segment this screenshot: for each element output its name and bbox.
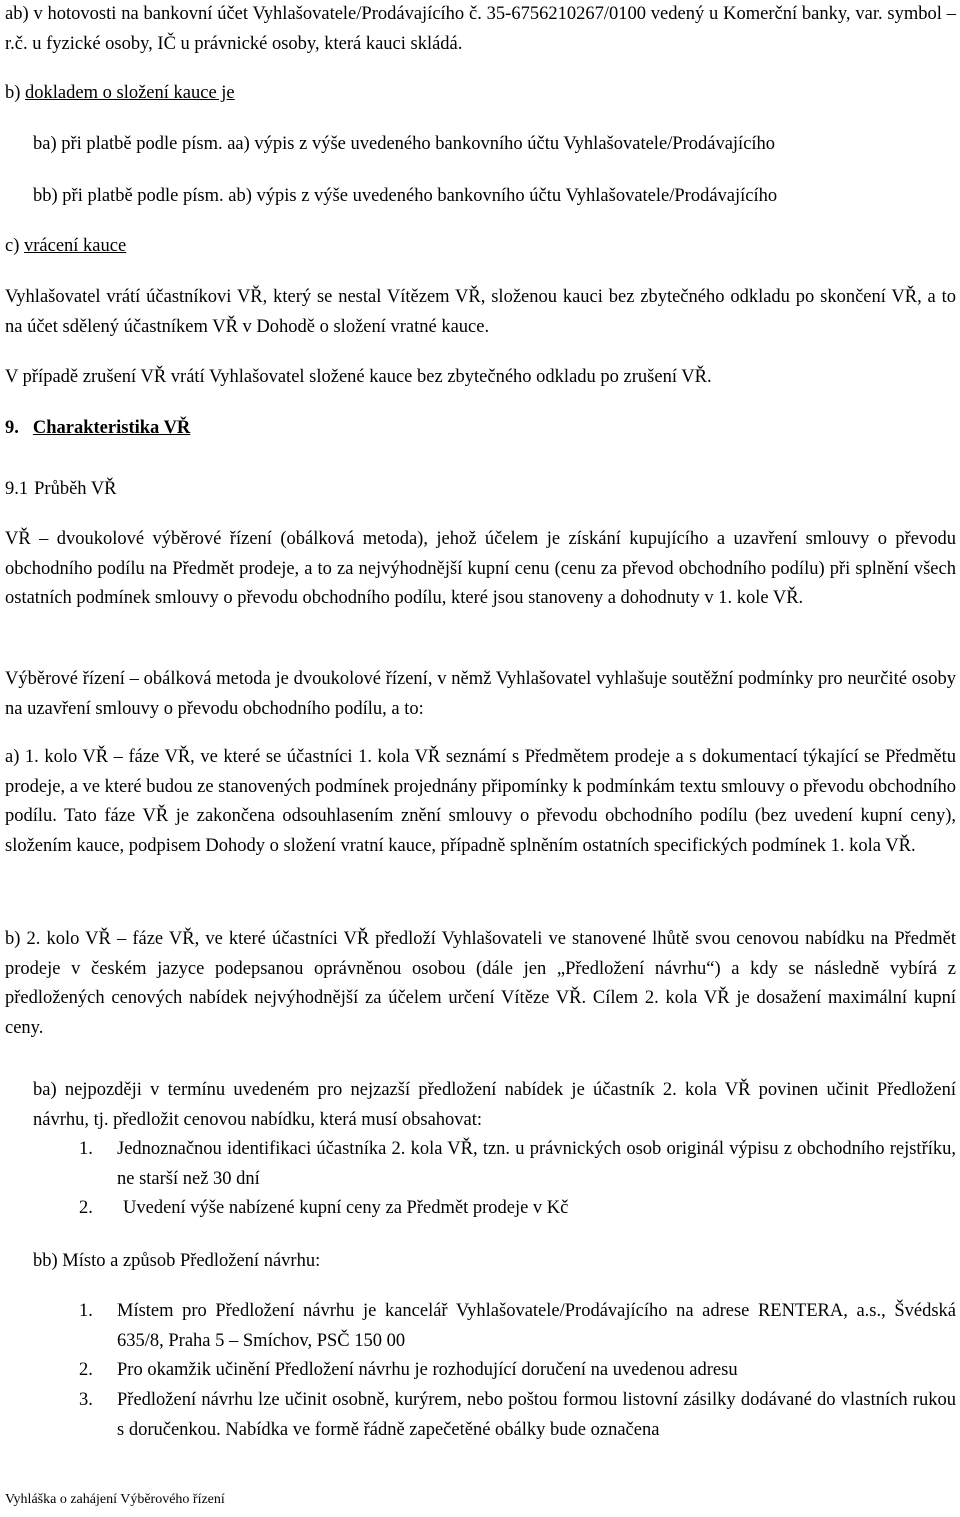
list-item-text: Místem pro Předložení návrhu je kancelář Vyhlašovatele/Prodávajícího na adrese RENTERA, a.s., Švédská 635/8, Praha 5 – Smíchov, PSČ 150 00 (117, 1301, 956, 1351)
section-number: 9. (5, 418, 19, 438)
paragraph-method: Výběrové řízení – obálková metoda je dvoukolové řízení, v němž Vyhlašovatel vyhlašuje soutěžní podmínky pro neurčité osoby na uzavření smlouvy o převodu obchodního podílu, a to: (5, 669, 956, 719)
paragraph-cancel: V případě zrušení VŘ vrátí Vyhlašovatel složené kauce bez zbytečného odkladu po zrušení VŘ. (5, 367, 712, 387)
subsection-title: Průběh VŘ (34, 479, 117, 499)
section-heading (5, 414, 190, 444)
list-item-text: Pro okamžik učinění Předložení návrhu je rozhodující doručení na uvedenou adresu (117, 1360, 738, 1380)
list-item-number: 1. (79, 1139, 93, 1159)
item-b-text: dokladem o složení kauce je (25, 83, 235, 103)
item-round-1: a) 1. kolo VŘ – fáze VŘ, ve které se účastníci 1. kola VŘ seznámí s Předmětem prodeje a s dokumentací týkající se Předmětu prodeje, a ve které budou ze stanovených podmínek projednány připomínky k podmínkám textu smlouvy o převodu obchodního podílu. Tato fáze VŘ je zakončena odsouhlasením znění smlouvy o převodu obchodního podílu (bez uvedení kupní ceny), složením kauce, podpisem Dohody o složení vratní kauce, případně splněním ostatních specifických podmínek 1. kola VŘ. (5, 747, 957, 856)
page-footer: Vyhláška o zahájení Výběrového řízení (5, 1492, 225, 1507)
section-title: Charakteristika VŘ (32, 418, 191, 438)
list-item-text: Předložení návrhu lze učinit osobně, kurýrem, nebo poštou formou listovní zásilky dodávané do vlastních rukou s doručenkou. Nabídka ve formě řádně zapečetěné obálky bude označena (117, 1390, 956, 1440)
list-item-text: Jednoznačnou identifikaci účastníka 2. kola VŘ, tzn. u právnických osob originál výpisu z obchodního rejstříku, ne starší než 30 dní (117, 1139, 956, 1189)
item-b-prefix: b) (5, 83, 26, 103)
list-item-number: 2. (79, 1198, 93, 1218)
item-bb: bb) při platbě podle písm. ab) výpis z výše uvedeného bankovního účtu Vyhlašovatele/Prodávajícího (33, 186, 778, 206)
item-round-2: b) 2. kolo VŘ – fáze VŘ, ve které účastníci VŘ předloží Vyhlašovateli ve stanovené lhůtě svou cenovou nabídku na Předmět prodeje v českém jazyce podepsanou oprávněnou osobou (dále jen „Předložení návrhu“) a kdy se následně vybírá z předložených cenových nabídek nejvýhodnější za účelem určení Vítěze VŘ. Cílem 2. kola VŘ je dosažení maximální kupní ceny. (5, 929, 956, 1038)
item-c-prefix: c) (5, 236, 24, 256)
list-item-number: 2. (79, 1360, 93, 1380)
paragraph-return: Vyhlašovatel vrátí účastníkovi VŘ, který se nestal Vítězem VŘ, složenou kauci bez zbytečného odkladu po skončení VŘ, a to na účet sdělený účastníkem VŘ v Dohodě o složení vratné kauce. (5, 287, 956, 337)
item-bb-place: bb) Místo a způsob Předložení návrhu: (33, 1251, 321, 1271)
paragraph-payment-cash: ab) v hotovosti na bankovní účet Vyhlašovatele/Prodávajícího č. 35-6756210267/0100 vedený u Komerční banky, var. symbol – r.č. u fyzické osoby, IČ u právnické osoby, která kauci skládá. (5, 4, 956, 54)
item-ba-requirements: ba) nejpozději v termínu uvedeném pro nejzazší předložení nabídek je účastník 2. kola VŘ povinen učinit Předložení návrhu, tj. předložit cenovou nabídku, která musí obsahovat: (33, 1080, 956, 1130)
subsection-number: 9.1 (5, 479, 29, 499)
list-item-number: 1. (79, 1301, 93, 1321)
paragraph-definition: VŘ – dvoukolové výběrové řízení (obálková metoda), jehož účelem je získání kupujícího a uzavření smlouvy o převodu obchodního podílu na Předmět prodeje, a to za nejvýhodnější kupní cenu (cenu za převod obchodního podílu) při splnění všech ostatních podmínek smlouvy o převodu obchodního podílu, které jsou stanoveny a dohodnuty v 1. kole VŘ. (5, 529, 956, 608)
list-item-number: 3. (79, 1390, 93, 1410)
item-c-text: vrácení kauce (24, 236, 127, 256)
item-ba: ba) při platbě podle písm. aa) výpis z výše uvedeného bankovního účtu Vyhlašovatele/Prodávajícího (33, 134, 776, 154)
subsection-heading (5, 475, 117, 505)
list-item-text: Uvedení výše nabízené kupní ceny za Předmět prodeje v Kč (123, 1198, 569, 1218)
item-b (5, 79, 235, 109)
item-c (5, 232, 126, 262)
